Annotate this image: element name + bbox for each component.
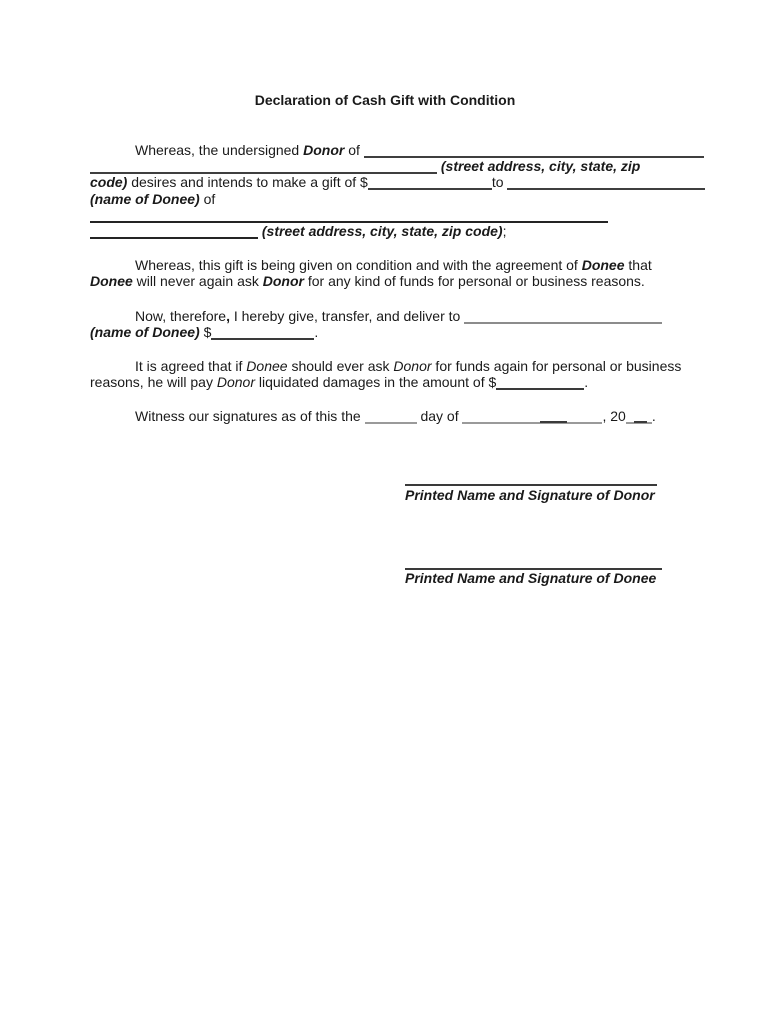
paragraph [90, 358, 680, 390]
text-run: code) [90, 174, 128, 191]
text-run: liquidated damages in the amount of $ [254, 374, 497, 391]
text-run: . [314, 323, 319, 340]
doc-line [90, 408, 680, 424]
text-run: . [651, 408, 656, 425]
doc-line [90, 324, 680, 340]
text-run: (name of Donee) [90, 190, 200, 207]
text-run: I hereby give, transfer, and deliver to [229, 307, 465, 324]
text-run: . [584, 374, 589, 391]
paragraph [90, 142, 680, 239]
doc-line [405, 554, 680, 570]
doc-line [90, 308, 680, 324]
field-overlay-segment [634, 421, 647, 423]
blank-donee-name-2[interactable] [464, 318, 662, 324]
paragraph [405, 570, 680, 586]
blank-day[interactable] [365, 418, 417, 424]
doc-line [90, 207, 680, 223]
doc-line [90, 374, 680, 390]
blank-year[interactable] [626, 418, 652, 424]
blank-donor-address[interactable] [90, 168, 437, 174]
text-run: (name of Donee) [90, 323, 200, 340]
field-overlay-segment [540, 421, 567, 423]
text-run: of [199, 190, 216, 207]
blank-gift-amount-2[interactable] [211, 334, 314, 340]
text-run: Donor [216, 374, 255, 391]
text-run: , 20 [602, 408, 626, 425]
paragraph [405, 554, 680, 570]
blank-month[interactable] [462, 418, 602, 424]
paragraph [405, 487, 680, 503]
text-run: $ [199, 323, 212, 340]
text-run: will never again ask [132, 273, 263, 290]
text-run: desires and intends to make a gift of $ [127, 174, 368, 191]
doc-line [90, 174, 680, 190]
text-run: day of [416, 408, 463, 425]
doc-line [90, 191, 680, 207]
paragraph [405, 470, 680, 486]
blank-donee-name[interactable] [507, 184, 705, 190]
text-run: should ever ask [287, 357, 394, 374]
text-run: Witness our signatures as of this the [135, 408, 365, 425]
text-run: Donor [303, 142, 345, 158]
text-run: Whereas, the undersigned [135, 142, 304, 158]
text-run: Donee [246, 357, 288, 374]
doc-line [90, 358, 680, 374]
blank-damages-amount[interactable] [496, 384, 584, 390]
doc-line [90, 142, 680, 158]
blank-donee-address-line2[interactable] [90, 233, 258, 239]
text-run: Donor [393, 357, 432, 374]
doc-line [90, 223, 680, 239]
doc-line [405, 570, 680, 586]
paragraph [90, 408, 680, 424]
text-run: It is agreed that if [135, 357, 247, 374]
text-run: , [226, 307, 230, 324]
document-title: Declaration of Cash Gift with Condition [254, 92, 516, 108]
text-run: reasons, he will pay [90, 374, 217, 391]
text-run: Donor [262, 273, 304, 290]
doc-line [405, 470, 680, 486]
signature-label-donor: Printed Name and Signature of Donor [405, 486, 655, 503]
text-run: for funds again for personal or business [431, 357, 682, 374]
paragraph [90, 308, 680, 340]
text-run: for any kind of funds for personal or business reasons. [303, 273, 645, 290]
text-run: Whereas, this gift is being given on condition and with the agreement of [135, 257, 582, 274]
text-run: Donee [90, 273, 133, 290]
blank-donor-name[interactable] [364, 152, 704, 158]
doc-line [90, 158, 680, 174]
blank-gift-amount[interactable] [368, 184, 492, 190]
text-run: (street address, city, state, zip code) [261, 222, 503, 239]
text-run: Donee [581, 257, 625, 274]
signature-line-donor[interactable] [405, 480, 657, 486]
signature-line-donee[interactable] [405, 564, 662, 570]
doc-line [405, 487, 680, 503]
text-run: to [491, 174, 508, 191]
text-run: (street address, city, state, zip [440, 158, 641, 175]
document-body [90, 142, 680, 586]
text-run: of [344, 142, 364, 158]
paragraph [90, 257, 680, 289]
blank-donee-address-line1[interactable] [90, 217, 608, 223]
doc-line [90, 257, 680, 273]
text-run: ; [502, 222, 507, 239]
text-run: Now, therefore [135, 307, 227, 324]
signature-label-donee: Printed Name and Signature of Donee [405, 570, 657, 586]
text-run: that [624, 257, 652, 274]
doc-line [90, 273, 680, 289]
